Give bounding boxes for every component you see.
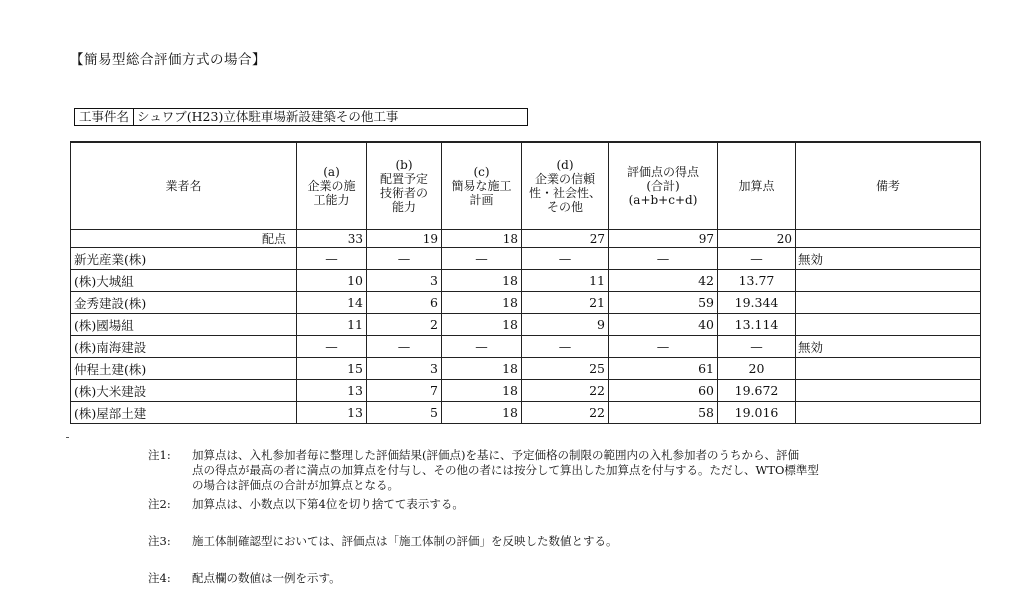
header-total: 評価点の得点 (合計) (a+b+c+d) [609,142,718,230]
cell-d: 25 [522,358,609,380]
cell-name: (株)南海建設 [71,336,297,358]
cell-total: 61 [609,358,718,380]
cell-remarks [796,270,981,292]
cell-total: 58 [609,402,718,424]
cell-name: (株)國場組 [71,314,297,336]
cell-remarks: 無効 [796,336,981,358]
cell-bonus: 20 [718,358,796,380]
note-1-text: 加算点は、入札参加者毎に整理した評価結果(評価点)を基に、予定価格の制限の範囲内の入札参加者のうちから、評価 点の得点が最高の者に満点の加算点を付与し、その他の者には按分して算出した加算点を付与する。ただし、WTO標準型 の場合は評価点の合計が加算点となる。 [192,448,819,492]
cell-a: 14 [297,292,367,314]
allocation-label: 配点 [71,230,297,248]
cell-d: 22 [522,380,609,402]
table-row [71,336,981,358]
cell-bonus: — [718,336,796,358]
cell-a: — [297,248,367,270]
note-1 [148,448,888,493]
header-remarks: 備考 [796,142,981,230]
note-4-text: 配点欄の数値は一例を示す。 [192,571,341,585]
cell-name: 新光産業(株) [71,248,297,270]
cell-bonus: 13.77 [718,270,796,292]
cell-name: (株)大米建設 [71,380,297,402]
header-d: (d) 企業の信頼 性・社会性、 その他 [522,142,609,230]
cell-name: 仲程土建(株) [71,358,297,380]
cell-d: — [522,248,609,270]
note-3 [148,534,888,549]
cell-b: 2 [367,314,442,336]
note-3-text: 施工体制確認型においては、評価点は「施工体制の評価」を反映した数値とする。 [192,534,618,548]
cell-a: 13 [297,402,367,424]
cell-c: 18 [442,402,522,424]
cell-c: 18 [442,292,522,314]
table-row [71,248,981,270]
cell-total: — [609,248,718,270]
cell-a: — [297,336,367,358]
cell-name: 金秀建設(株) [71,292,297,314]
table-row [71,314,981,336]
project-value: シュワブ(H23)立体駐車場新設建築その他工事 [137,109,399,124]
cell-bonus: 19.344 [718,292,796,314]
header-company: 業者名 [71,142,297,230]
header-b: (b) 配置予定 技術者の 能力 [367,142,442,230]
allocation-row [71,230,981,248]
header-row [71,142,981,230]
table-row [71,402,981,424]
allocation-a: 33 [297,230,367,248]
cell-d: 11 [522,270,609,292]
cell-a: 13 [297,380,367,402]
cell-remarks [796,380,981,402]
cell-b: 7 [367,380,442,402]
cell-c: 18 [442,358,522,380]
project-label: 工事件名 [75,109,134,125]
header-bonus: 加算点 [718,142,796,230]
cell-c: — [442,336,522,358]
cell-bonus: 13.114 [718,314,796,336]
cell-remarks [796,314,981,336]
header-c: (c) 簡易な施工 計画 [442,142,522,230]
table-row [71,292,981,314]
cell-remarks: 無効 [796,248,981,270]
cell-c: 18 [442,380,522,402]
cell-remarks [796,402,981,424]
cell-b: 3 [367,358,442,380]
cell-bonus: 19.672 [718,380,796,402]
allocation-bonus: 20 [718,230,796,248]
margin-mark [66,437,69,438]
cell-b: — [367,248,442,270]
cell-b: — [367,336,442,358]
cell-bonus: 19.016 [718,402,796,424]
allocation-c: 18 [442,230,522,248]
cell-total: 59 [609,292,718,314]
cell-bonus: — [718,248,796,270]
header-a: (a) 企業の施 工能力 [297,142,367,230]
cell-name: (株)大城組 [71,270,297,292]
allocation-remarks [796,230,981,248]
page-heading: 【簡易型総合評価方式の場合】 [70,52,266,68]
cell-c: 18 [442,314,522,336]
cell-c: 18 [442,270,522,292]
allocation-total: 97 [609,230,718,248]
cell-c: — [442,248,522,270]
note-4 [148,571,888,586]
cell-total: 42 [609,270,718,292]
cell-b: 5 [367,402,442,424]
cell-a: 15 [297,358,367,380]
cell-remarks [796,292,981,314]
note-3-key: 注3: [148,534,171,548]
table-row [71,270,981,292]
cell-a: 10 [297,270,367,292]
cell-d: — [522,336,609,358]
note-2 [148,497,888,512]
allocation-b: 19 [367,230,442,248]
evaluation-table [70,141,981,424]
cell-d: 22 [522,402,609,424]
project-name-box [74,108,528,126]
allocation-d: 27 [522,230,609,248]
cell-b: 6 [367,292,442,314]
table-row [71,358,981,380]
cell-total: 60 [609,380,718,402]
cell-total: 40 [609,314,718,336]
cell-d: 9 [522,314,609,336]
notes-section [148,448,888,586]
table-row [71,380,981,402]
cell-b: 3 [367,270,442,292]
note-1-key: 注1: [148,448,171,462]
cell-remarks [796,358,981,380]
cell-a: 11 [297,314,367,336]
cell-d: 21 [522,292,609,314]
note-2-key: 注2: [148,497,171,511]
cell-total: — [609,336,718,358]
cell-name: (株)屋部土建 [71,402,297,424]
note-2-text: 加算点は、小数点以下第4位を切り捨てて表示する。 [192,497,464,511]
note-4-key: 注4: [148,571,171,585]
company-rows [71,248,981,424]
